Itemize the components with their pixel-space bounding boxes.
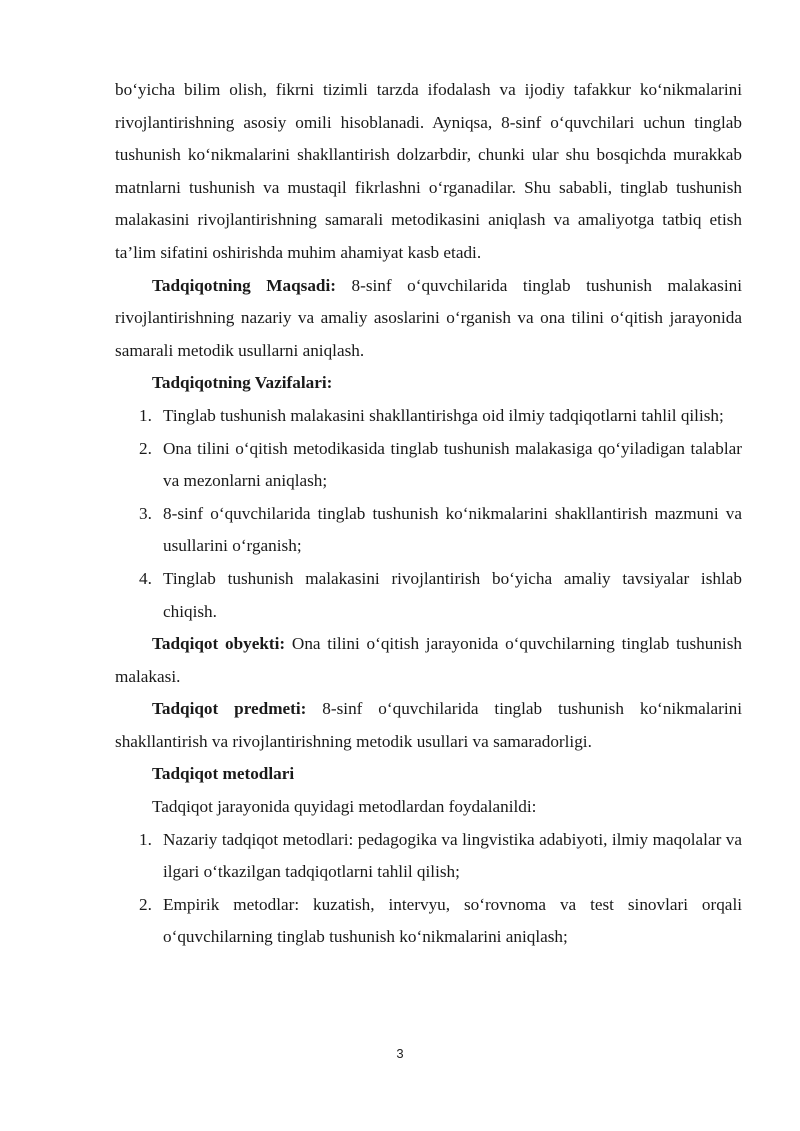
list-item xyxy=(139,889,742,954)
list-item-text: Ona tilini o‘qitish metodikasida tinglab tushunish malakasiga qo‘yiladigan talablar va mezonlarni aniqlash; xyxy=(163,438,742,491)
maqsad-text: 8-sinf o‘quvchilarida tinglab tushunish malakasini rivojlantirishning nazariy va amaliy asoslarini o‘rganish va ona tilini o‘qitish jarayonida samarali metodik usullarni aniqlash. xyxy=(115,275,742,360)
list-item-number: 3. xyxy=(139,503,152,523)
list-item xyxy=(139,824,742,889)
list-item-number: 4. xyxy=(139,568,152,588)
page-number: 3 xyxy=(396,1046,404,1061)
list-item xyxy=(139,498,742,563)
predmet-paragraph xyxy=(115,693,742,758)
list-item xyxy=(139,563,742,628)
obyekt-text: Ona tilini o‘qitish jarayonida o‘quvchilarning tinglab tushunish malakasi. xyxy=(115,634,742,686)
intro-paragraph: bo‘yicha bilim olish, fikrni tizimli tarzda ifodalash va ijodiy tafakkur ko‘nikmalarini rivojlantirishning asosiy omili hisoblanadi. Ayniqsa, 8-sinf o‘quvchilari uchun tinglab tushunish ko‘nikmalarini shakllantirish dolzarbdir, chunki ular shu bosqichda murakkab matnlarni tushunish va mustaqil fikrlashni o‘rganadilar. Shu sababli, tinglab tushunish malakasini rivojlantirishning samarali metodikasini aniqlash va amaliyotga tatbiq etish ta’lim sifatini oshirishda muhim ahamiyat kasb etadi. xyxy=(115,80,742,262)
list-item-text: 8-sinf o‘quvchilarida tinglab tushunish ko‘nikmalarini shakllantirish mazmuni va usullarini o‘rganish; xyxy=(163,503,742,556)
predmet-text: 8-sinf o‘quvchilarida tinglab tushunish ko‘nikmalarini shakllantirish va rivojlantirishning metodik usullari va samaradorligi. xyxy=(115,699,742,751)
list-item-number: 1. xyxy=(139,829,152,849)
metodlar-lead: Tadqiqot jarayonida quyidagi metodlardan foydalanildi: xyxy=(152,797,537,817)
vazifalar-list xyxy=(115,400,742,628)
list-item-number: 2. xyxy=(139,894,152,914)
vazifalar-heading: Tadqiqotning Vazifalari: xyxy=(152,373,333,393)
document-page xyxy=(115,74,742,954)
obyekt-label: Tadqiqot obyekti: xyxy=(152,634,286,654)
list-item xyxy=(139,433,742,498)
metodlar-list xyxy=(115,824,742,954)
maqsad-paragraph xyxy=(115,270,742,368)
list-item-number: 1. xyxy=(139,405,152,425)
list-item-text: Tinglab tushunish malakasini rivojlantirish bo‘yicha amaliy tavsiyalar ishlab chiqish. xyxy=(163,568,742,621)
list-item-number: 2. xyxy=(139,438,152,458)
list-item xyxy=(139,400,742,433)
list-item-text: Tinglab tushunish malakasini shakllantirishga oid ilmiy tadqiqotlarni tahlil qilish; xyxy=(163,405,724,425)
predmet-label: Tadqiqot predmeti: xyxy=(152,699,307,719)
list-item-text: Empirik metodlar: kuzatish, intervyu, so‘rovnoma va test sinovlari orqali o‘quvchilarning tinglab tushunish ko‘nikmalarini aniqlash; xyxy=(163,894,742,947)
obyekt-paragraph xyxy=(115,628,742,693)
list-item-text: Nazariy tadqiqot metodlari: pedagogika va lingvistika adabiyoti, ilmiy maqolalar va ilgari o‘tkazilgan tadqiqotlarni tahlil qilish; xyxy=(163,829,742,882)
metodlar-heading: Tadqiqot metodlari xyxy=(152,764,295,784)
maqsad-label: Tadqiqotning Maqsadi: xyxy=(152,275,336,295)
